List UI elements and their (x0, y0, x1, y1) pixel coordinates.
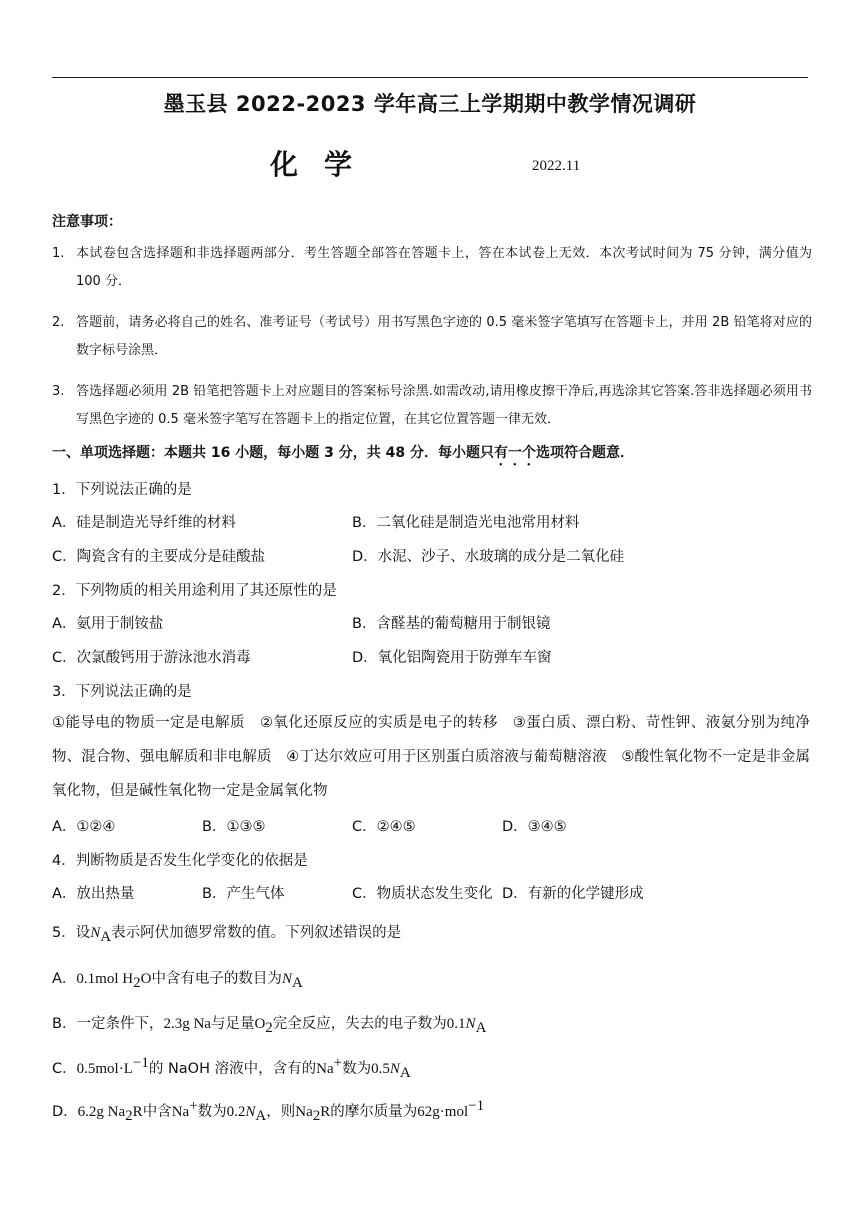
q1-option-d: D．水泥、沙子、水玻璃的成分是二氧化硅 (352, 549, 625, 565)
q4-option-b: B．产生气体 (202, 886, 285, 902)
q1-option-b: B．二氧化硅是制造光电池常用材料 (352, 515, 580, 531)
exam-date: 2022.11 (532, 158, 581, 174)
q5-option-b: B．一定条件下，2.3g Na与足量$O_2$完全反应，失去的电子数为$0.1N_A$ (52, 1016, 487, 1036)
question-3-stem: 3．下列说法正确的是 (52, 684, 192, 700)
q4-option-d: D．有新的化学键形成 (502, 886, 644, 902)
q1-option-c: C．陶瓷含有的主要成分是硅酸盐 (52, 549, 266, 565)
question-2-stem: 2．下列物质的相关用途利用了其还原性的是 (52, 583, 337, 599)
q5-option-c: C．$0.5mol\cdot L^{-1}$的 NaOH 溶液中，含有的Na+数为$0.5N_A$ (52, 1055, 411, 1081)
notice-item-2 (52, 309, 812, 365)
question-1-stem: 1．下列说法正确的是 (52, 482, 192, 498)
q2-option-d: D．氧化铝陶瓷用于防弹车车窗 (352, 650, 552, 666)
q3-option-c: C．②④⑤ (352, 819, 416, 835)
header-rule (52, 77, 808, 78)
notice-heading: 注意事项： (52, 214, 122, 230)
q5-option-a: A．0.1mol $H_2O$中含有电子的数目为$N_A$ (52, 971, 303, 991)
notice-item-3 (52, 378, 812, 434)
q5-option-d: D．6.2g $Na_2R$中含Na+数为$0.2N_A$，则$Na_2R$的摩尔质量为62g·mol$^{-1}$ (52, 1098, 485, 1124)
exam-title: 墨玉县 2022-2023 学年高三上学期期中教学情况调研 (163, 92, 697, 116)
q2-option-a: A．氨用于制铵盐 (52, 616, 164, 632)
question-3-statements: ①能导电的物质一定是电解质 ②氧化还原反应的实质是电子的转移 ③蛋白质、漂白粉、苛性钾、液氨分别为纯净物、混合物、强电解质和非电解质 ④丁达尔效应可用于区别蛋白质溶液与葡萄糖溶液 ⑤酸性氧化物不一定是非金属氧化物，但是碱性氧化物一定是金属氧化物 (52, 715, 810, 799)
q4-option-c: C．物质状态发生变化 (352, 886, 493, 902)
notice-text: 本试卷包含选择题和非选择题两部分．考生答题全部答在答题卡上，答在本试卷上无效．本次考试时间为 75 分钟，满分值为 100 分． (76, 246, 812, 289)
q2-option-c: C．次氯酸钙用于游泳池水消毒 (52, 650, 251, 666)
notice-text: 答选择题必须用 2B 铅笔把答题卡上对应题目的答案标号涂黑.如需改动,请用橡皮擦干净后,再选涂其它答案.答非选择题必须用书写黑色字迹的 0.5 毫米签字笔写在答题卡上的指定位置，在其它位置答题一律无效． (76, 384, 812, 427)
q4-option-a: A．放出热量 (52, 886, 135, 902)
notice-text: 答题前，请务必将自己的姓名、准考证号（考试号）用书写黑色字迹的 0.5 毫米签字笔填写在答题卡上，并用 2B 铅笔将对应的数字标号涂黑． (76, 315, 812, 358)
q3-option-b: B．①③⑤ (202, 819, 266, 835)
q1-option-a: A．硅是制造光导纤维的材料 (52, 515, 236, 531)
q3-option-a: A．①②④ (52, 819, 116, 835)
question-4-stem: 4．判断物质是否发生化学变化的依据是 (52, 853, 308, 869)
emphasis-text: 有一个 (493, 445, 536, 461)
notice-number: 3. (52, 384, 65, 399)
question-5-stem: 5．设$N_A$表示阿伏加德罗常数的值。下列叙述错误的是 (52, 925, 402, 945)
notice-number: 2. (52, 315, 65, 330)
subject-title: 化学 (270, 148, 379, 181)
notice-item-1 (52, 240, 812, 296)
notice-number: 1. (52, 246, 65, 261)
section-heading: 一、单项选择题：本题共 16 小题，每小题 3 分，共 48 分．每小题只有一个选项符合题意． (52, 445, 634, 461)
q3-option-d: D．③④⑤ (502, 819, 567, 835)
q2-option-b: B．含醛基的葡萄糖用于制银镜 (352, 616, 551, 632)
avogadro-symbol: N (90, 925, 101, 941)
